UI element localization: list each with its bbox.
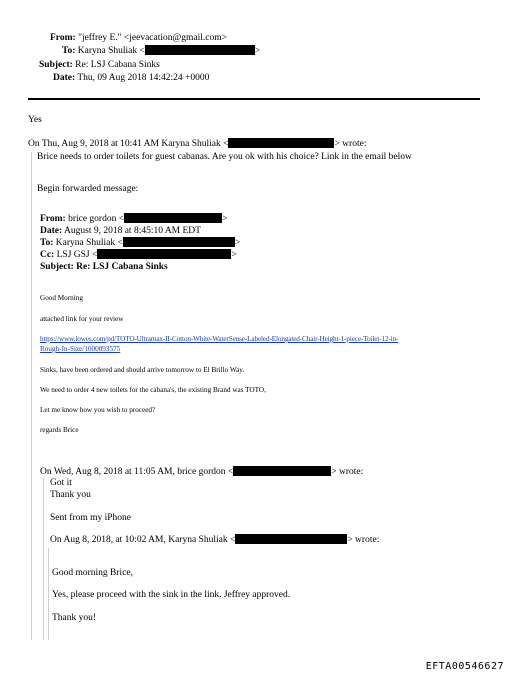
- quote3-intro-pre: On Aug 8, 2018, at 10:02 AM, Karyna Shuliak <: [50, 535, 236, 545]
- quote2-thanks: Thank you: [50, 490, 91, 500]
- subject-value: Re: LSJ Cabana Sinks: [75, 60, 160, 70]
- header-divider: [28, 98, 480, 100]
- bates-number: EFTA00546627: [425, 661, 504, 672]
- redaction-box: [145, 45, 255, 55]
- to-label: To:: [62, 46, 76, 56]
- quote1-forwarded: Begin forwarded message:: [37, 184, 139, 194]
- fwd-from-close: >: [222, 214, 228, 224]
- redaction-box: [123, 237, 235, 247]
- header-from: [50, 32, 227, 44]
- date-value: Thu, 09 Aug 2018 14:42:24 +0000: [77, 73, 210, 83]
- brice-regards: regards Brice: [40, 426, 79, 434]
- brice-attached: attached link for your review: [40, 315, 124, 323]
- product-link-line2[interactable]: Rough-In-Size/1000093575: [40, 345, 121, 353]
- header-date: [53, 72, 209, 84]
- quote1-intro-post: > wrote:: [334, 139, 367, 149]
- subject-label: Subject:: [39, 60, 73, 70]
- header-subject: [39, 59, 160, 71]
- product-link-line1[interactable]: https://www.lowes.com/pd/TOTO-Ultramax-II-Cotton-White-WaterSense-Labeled-Elongated-Chair-Height-1-piece-Toilet-12-in-: [40, 335, 399, 343]
- fwd-to-value: Karyna Shuliak <: [55, 238, 123, 248]
- fwd-subject-value: Re: LSJ Cabana Sinks: [76, 262, 168, 272]
- redaction-box: [97, 249, 231, 259]
- fwd-subject-label: Subject:: [40, 262, 74, 272]
- quote1-line1: Brice needs to order toilets for guest cabanas. Are you ok with his choice? Link in the email below: [37, 152, 412, 162]
- redaction-box: [228, 138, 334, 148]
- fwd-cc-value: LSJ GSJ <: [56, 250, 98, 260]
- fwd-date-label: Date:: [40, 226, 63, 236]
- quote-bar-level2: [43, 478, 44, 640]
- quote3-greeting: Good morning Brice,: [52, 568, 134, 578]
- quote-bar-level1: [31, 152, 32, 640]
- brice-sinks: Sinks, have been ordered and should arrive tomorrow to El Brillo Way.: [40, 366, 245, 374]
- quote2-intro-post: > wrote:: [331, 467, 364, 477]
- fwd-from-label: From:: [40, 214, 66, 224]
- forward-subject: [40, 261, 168, 273]
- date-label: Date:: [53, 73, 76, 83]
- from-value: "jeffrey E." <jeevacation@gmail.com>: [78, 33, 227, 43]
- quote3-intro: [50, 534, 379, 546]
- reply-text: Yes: [28, 115, 42, 125]
- header-to: [62, 45, 260, 57]
- fwd-cc-close: >: [231, 250, 237, 260]
- quote1-intro: [28, 138, 366, 150]
- fwd-from-value: brice gordon <: [68, 214, 125, 224]
- forward-date: [40, 225, 201, 237]
- quote2-got-it: Got it: [50, 478, 72, 488]
- to-close: >: [254, 46, 261, 56]
- redaction-box: [124, 213, 222, 223]
- redaction-box: [235, 534, 347, 544]
- forward-cc: [40, 249, 237, 261]
- quote3-thanks: Thank you!: [52, 613, 97, 623]
- quote2-sent: Sent from my iPhone: [50, 513, 132, 523]
- quote1-intro-pre: On Thu, Aug 9, 2018 at 10:41 AM Karyna Shuliak <: [28, 139, 229, 149]
- quote-bar-level3: [48, 548, 49, 640]
- fwd-to-label: To:: [40, 238, 54, 248]
- brice-toilets: We need to order 4 new toilets for the cabana's, the existing Brand was TOTO,: [40, 386, 266, 394]
- fwd-date-value: August 9, 2018 at 8:45:10 AM EDT: [64, 226, 201, 236]
- quote3-intro-post: > wrote:: [347, 535, 380, 545]
- quote2-intro-pre: On Wed, Aug 8, 2018 at 11:05 AM, brice gordon <: [40, 467, 234, 477]
- fwd-cc-label: Cc:: [40, 250, 55, 260]
- brice-greeting: Good Morning: [40, 294, 83, 302]
- to-value: Karyna Shuliak <: [77, 46, 145, 56]
- fwd-to-close: >: [234, 238, 241, 248]
- from-label: From:: [50, 33, 76, 43]
- brice-proceed: Let me know how you wish to proceed?: [40, 406, 156, 414]
- redaction-box: [233, 466, 331, 476]
- forward-to: [40, 237, 240, 249]
- quote2-intro: [40, 466, 363, 478]
- forward-from: [40, 213, 227, 225]
- quote3-body: Yes, please proceed with the sink in the link. Jeffrey approved.: [52, 590, 291, 600]
